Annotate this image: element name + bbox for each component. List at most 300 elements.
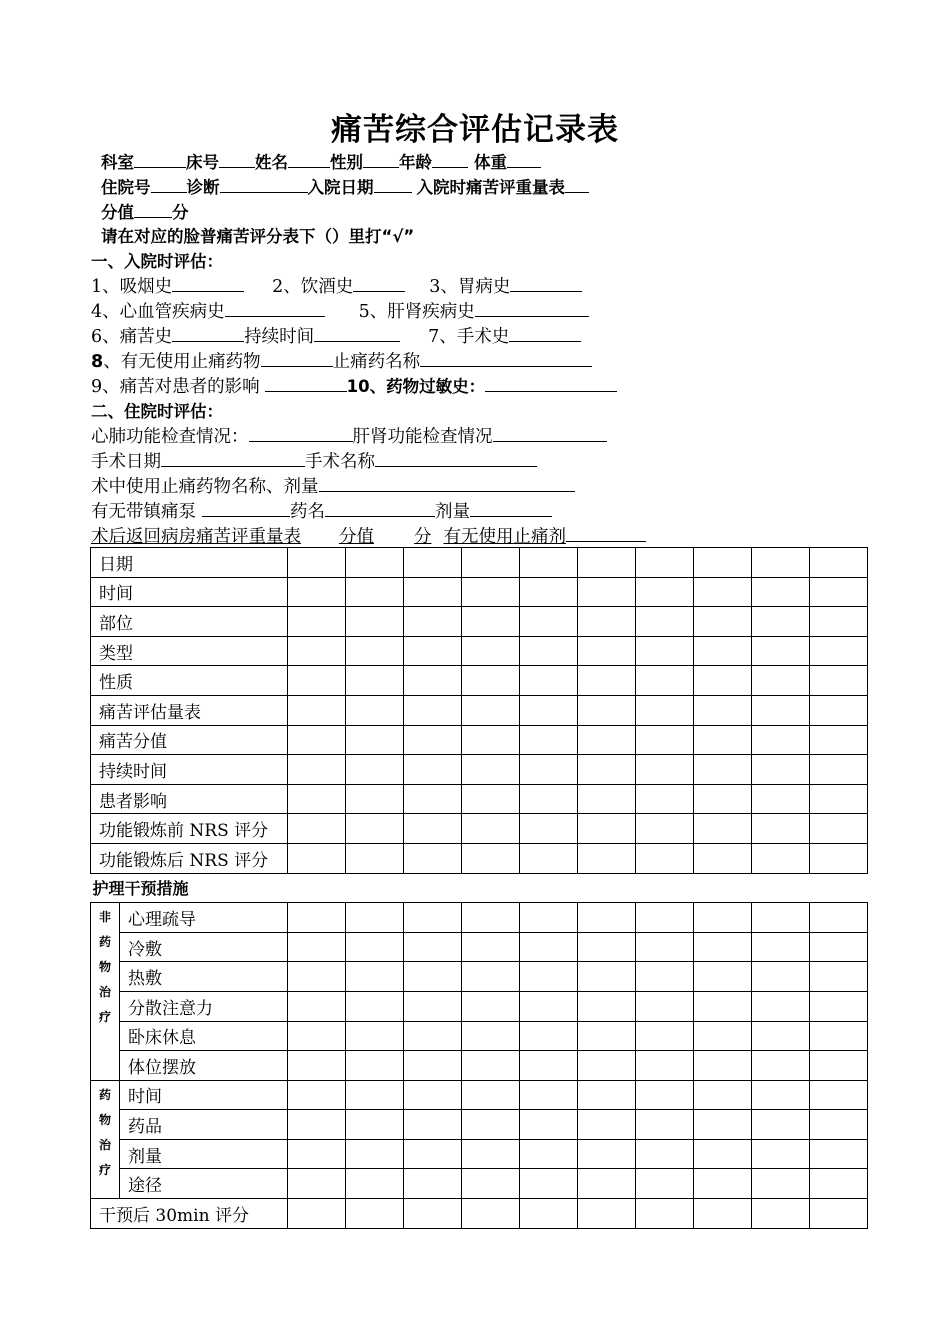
entry-cell[interactable] (578, 1199, 636, 1229)
entry-cell[interactable] (752, 548, 810, 578)
row-label: 途径 (120, 1169, 288, 1199)
entry-cell[interactable] (636, 814, 694, 844)
entry-cell[interactable] (578, 843, 636, 873)
entry-cell[interactable] (346, 784, 404, 814)
row-label: 热敷 (120, 962, 288, 992)
entry-cell[interactable] (404, 1051, 462, 1081)
blank-analgesic-pump[interactable] (202, 500, 290, 517)
entry-cell[interactable] (288, 1139, 346, 1169)
entry-cell[interactable] (810, 962, 868, 992)
label-surgery-name: 手术名称 (305, 452, 375, 472)
entry-cell[interactable] (520, 814, 578, 844)
entry-cell[interactable] (288, 577, 346, 607)
blank-admission-date[interactable] (374, 176, 412, 193)
entry-cell[interactable] (462, 784, 520, 814)
blank-pain-impact[interactable] (265, 375, 347, 392)
entry-cell[interactable] (288, 1051, 346, 1081)
entry-cell[interactable] (752, 1110, 810, 1140)
entry-cell[interactable] (346, 695, 404, 725)
entry-cell[interactable] (694, 666, 752, 696)
label-stomach: 3、胃病史 (429, 277, 511, 297)
row-label: 日期 (91, 548, 288, 578)
entry-cell[interactable] (694, 784, 752, 814)
entry-cell[interactable] (636, 843, 694, 873)
entry-cell[interactable] (578, 666, 636, 696)
entry-cell[interactable] (752, 814, 810, 844)
entry-cell[interactable] (462, 1139, 520, 1169)
entry-cell[interactable] (752, 962, 810, 992)
label-department: 科室 (101, 153, 134, 172)
entry-cell[interactable] (404, 725, 462, 755)
entry-cell[interactable] (810, 1110, 868, 1140)
entry-cell[interactable] (694, 962, 752, 992)
blank-admission-scale[interactable] (565, 176, 589, 193)
entry-cell[interactable] (404, 903, 462, 933)
entry-cell[interactable] (578, 548, 636, 578)
entry-cell[interactable] (346, 725, 404, 755)
entry-cell[interactable] (752, 666, 810, 696)
entry-cell[interactable] (288, 695, 346, 725)
entry-cell[interactable] (520, 695, 578, 725)
blank-score[interactable] (134, 201, 172, 218)
entry-cell[interactable] (636, 577, 694, 607)
label-admission-date: 入院日期 (307, 178, 374, 197)
entry-cell[interactable] (810, 814, 868, 844)
entry-cell[interactable] (752, 1169, 810, 1199)
entry-cell[interactable] (636, 1021, 694, 1051)
entry-cell[interactable] (404, 1110, 462, 1140)
table-row (91, 962, 868, 992)
entry-cell[interactable] (520, 932, 578, 962)
entry-cell[interactable] (810, 1021, 868, 1051)
entry-cell[interactable] (346, 1021, 404, 1051)
blank-liver-kidney-check[interactable] (493, 425, 607, 442)
entry-cell[interactable] (578, 932, 636, 962)
blank-age[interactable] (432, 151, 468, 168)
entry-cell[interactable] (288, 1021, 346, 1051)
blank-drug-allergy[interactable] (485, 375, 617, 392)
blank-drinking[interactable] (353, 275, 405, 292)
entry-cell[interactable] (346, 1139, 404, 1169)
entry-cell[interactable] (346, 1080, 404, 1110)
entry-cell[interactable] (694, 991, 752, 1021)
admission-line-1 (91, 275, 582, 298)
entry-cell[interactable] (404, 755, 462, 785)
entry-cell[interactable] (694, 1110, 752, 1140)
entry-cell[interactable] (462, 991, 520, 1021)
entry-cell[interactable] (694, 1080, 752, 1110)
entry-cell[interactable] (346, 636, 404, 666)
entry-cell[interactable] (462, 607, 520, 637)
stay-line-5 (91, 525, 646, 548)
entry-cell[interactable] (404, 962, 462, 992)
blank-surgery-date[interactable] (161, 450, 305, 467)
blank-diagnosis[interactable] (220, 176, 308, 193)
entry-cell[interactable] (346, 666, 404, 696)
entry-cell[interactable] (404, 577, 462, 607)
entry-cell[interactable] (288, 903, 346, 933)
entry-cell[interactable] (462, 1169, 520, 1199)
entry-cell[interactable] (578, 962, 636, 992)
entry-cell[interactable] (288, 755, 346, 785)
row-label: 冷敷 (120, 932, 288, 962)
entry-cell[interactable] (288, 1199, 346, 1229)
entry-cell[interactable] (346, 755, 404, 785)
entry-cell[interactable] (520, 1051, 578, 1081)
entry-cell[interactable] (578, 784, 636, 814)
entry-cell[interactable] (520, 784, 578, 814)
entry-cell[interactable] (462, 666, 520, 696)
row-label: 时间 (91, 577, 288, 607)
entry-cell[interactable] (810, 548, 868, 578)
entry-cell[interactable] (520, 548, 578, 578)
entry-cell[interactable] (346, 1051, 404, 1081)
entry-cell[interactable] (288, 843, 346, 873)
blank-postop-analgesic[interactable] (566, 525, 646, 542)
entry-cell[interactable] (462, 755, 520, 785)
admission-line-4 (91, 350, 592, 373)
entry-cell[interactable] (752, 784, 810, 814)
label-analgesic-pump: 有无带镇痛泵 (91, 502, 196, 522)
entry-cell[interactable] (288, 636, 346, 666)
label-pain-impact: 9、痛苦对患者的影响 (91, 377, 260, 397)
entry-cell[interactable] (636, 1051, 694, 1081)
entry-cell[interactable] (810, 903, 868, 933)
entry-cell[interactable] (694, 636, 752, 666)
entry-cell[interactable] (578, 695, 636, 725)
entry-cell[interactable] (462, 814, 520, 844)
entry-cell[interactable] (462, 577, 520, 607)
entry-cell[interactable] (752, 1080, 810, 1110)
entry-cell[interactable] (520, 755, 578, 785)
blank-analgesic-name[interactable] (420, 350, 592, 367)
entry-cell[interactable] (694, 1139, 752, 1169)
entry-cell[interactable] (462, 932, 520, 962)
entry-cell[interactable] (694, 814, 752, 844)
entry-cell[interactable] (346, 607, 404, 637)
entry-cell[interactable] (694, 755, 752, 785)
table-row (91, 666, 868, 696)
blank-cardio[interactable] (225, 300, 325, 317)
row-label: 功能锻炼后 NRS 评分 (91, 843, 288, 873)
label-intraop-analgesic: 术中使用止痛药物名称、剂量 (91, 477, 319, 497)
entry-cell[interactable] (288, 784, 346, 814)
stay-line-4 (91, 500, 552, 523)
label-weight: 体重 (474, 153, 507, 172)
entry-cell[interactable] (694, 932, 752, 962)
entry-cell[interactable] (520, 843, 578, 873)
entry-cell[interactable] (462, 1051, 520, 1081)
entry-cell[interactable] (288, 962, 346, 992)
blank-pump-dose[interactable] (470, 500, 552, 517)
entry-cell[interactable] (810, 666, 868, 696)
row-label: 患者影响 (91, 784, 288, 814)
entry-cell[interactable] (810, 991, 868, 1021)
entry-cell[interactable] (694, 903, 752, 933)
entry-cell[interactable] (752, 1139, 810, 1169)
entry-cell[interactable] (288, 666, 346, 696)
table-row (91, 1021, 868, 1051)
blank-liver-kidney[interactable] (475, 300, 589, 317)
entry-cell[interactable] (404, 666, 462, 696)
entry-cell[interactable] (636, 962, 694, 992)
entry-cell[interactable] (694, 1051, 752, 1081)
entry-cell[interactable] (752, 932, 810, 962)
entry-cell[interactable] (752, 695, 810, 725)
entry-cell[interactable] (288, 814, 346, 844)
stay-line-2 (91, 450, 537, 473)
row-label: 心理疏导 (120, 903, 288, 933)
entry-cell[interactable] (404, 814, 462, 844)
entry-cell[interactable] (694, 607, 752, 637)
entry-cell[interactable] (810, 1051, 868, 1081)
blank-intraop-analgesic[interactable] (319, 475, 575, 492)
entry-cell[interactable] (288, 607, 346, 637)
entry-cell[interactable] (346, 548, 404, 578)
blank-pump-drug[interactable] (325, 500, 435, 517)
entry-cell[interactable] (752, 991, 810, 1021)
entry-cell[interactable] (520, 1169, 578, 1199)
entry-cell[interactable] (462, 962, 520, 992)
entry-cell[interactable] (462, 636, 520, 666)
entry-cell[interactable] (346, 962, 404, 992)
entry-cell[interactable] (578, 577, 636, 607)
entry-cell[interactable] (462, 1080, 520, 1110)
entry-cell[interactable] (752, 843, 810, 873)
entry-cell[interactable] (404, 1169, 462, 1199)
entry-cell[interactable] (578, 1139, 636, 1169)
entry-cell[interactable] (404, 1080, 462, 1110)
entry-cell[interactable] (462, 548, 520, 578)
entry-cell[interactable] (636, 1199, 694, 1229)
label-postop-analgesic: 有无使用止痛剂 (443, 527, 566, 547)
entry-cell[interactable] (346, 814, 404, 844)
entry-cell[interactable] (810, 636, 868, 666)
entry-cell[interactable] (404, 1199, 462, 1229)
entry-cell[interactable] (810, 755, 868, 785)
entry-cell[interactable] (636, 636, 694, 666)
entry-cell[interactable] (520, 607, 578, 637)
blank-analgesic-use[interactable] (261, 350, 333, 367)
entry-cell[interactable] (752, 755, 810, 785)
admission-heading: 一、入院时评估： (91, 252, 223, 271)
entry-cell[interactable] (810, 784, 868, 814)
blank-inpatient-no[interactable] (151, 176, 187, 193)
blank-department[interactable] (134, 151, 186, 168)
stay-line-1 (91, 425, 607, 448)
label-surgery-date: 手术日期 (91, 452, 161, 472)
entry-cell[interactable] (636, 1139, 694, 1169)
row-label: 痛苦分值 (91, 725, 288, 755)
nondrug-therapy-label: 非 药 物 治 疗 (91, 903, 120, 1081)
entry-cell[interactable] (346, 1110, 404, 1140)
blank-duration[interactable] (314, 325, 400, 342)
entry-cell[interactable] (520, 991, 578, 1021)
entry-cell[interactable] (694, 1199, 752, 1229)
entry-cell[interactable] (752, 607, 810, 637)
admission-line-5 (91, 375, 617, 398)
entry-cell[interactable] (578, 814, 636, 844)
row-label: 部位 (91, 607, 288, 637)
entry-cell[interactable] (810, 577, 868, 607)
entry-cell[interactable] (636, 755, 694, 785)
entry-cell[interactable] (578, 1021, 636, 1051)
entry-cell[interactable] (288, 932, 346, 962)
entry-cell[interactable] (810, 1080, 868, 1110)
entry-cell[interactable] (810, 1169, 868, 1199)
table-row (91, 1199, 868, 1229)
table-row (91, 577, 868, 607)
entry-cell[interactable] (520, 577, 578, 607)
entry-cell[interactable] (404, 784, 462, 814)
entry-cell[interactable] (810, 932, 868, 962)
entry-cell[interactable] (578, 1051, 636, 1081)
entry-cell[interactable] (752, 725, 810, 755)
entry-cell[interactable] (810, 1139, 868, 1169)
entry-cell[interactable] (346, 1169, 404, 1199)
entry-cell[interactable] (578, 755, 636, 785)
entry-cell[interactable] (520, 636, 578, 666)
entry-cell[interactable] (462, 843, 520, 873)
entry-cell[interactable] (636, 695, 694, 725)
entry-cell[interactable] (694, 725, 752, 755)
entry-cell[interactable] (636, 932, 694, 962)
entry-cell[interactable] (404, 991, 462, 1021)
entry-cell[interactable] (578, 1169, 636, 1199)
entry-cell[interactable] (288, 991, 346, 1021)
entry-cell[interactable] (520, 1139, 578, 1169)
entry-cell[interactable] (462, 903, 520, 933)
table-row (91, 903, 868, 933)
entry-cell[interactable] (404, 1139, 462, 1169)
entry-cell[interactable] (346, 577, 404, 607)
entry-cell[interactable] (694, 843, 752, 873)
entry-cell[interactable] (752, 1021, 810, 1051)
entry-cell[interactable] (752, 577, 810, 607)
blank-name[interactable] (288, 151, 330, 168)
entry-cell[interactable] (578, 991, 636, 1021)
entry-cell[interactable] (636, 903, 694, 933)
entry-cell[interactable] (636, 1080, 694, 1110)
entry-cell[interactable] (636, 666, 694, 696)
row-label: 卧床休息 (120, 1021, 288, 1051)
entry-cell[interactable] (810, 1199, 868, 1229)
entry-cell[interactable] (520, 666, 578, 696)
blank-stomach[interactable] (510, 275, 582, 292)
entry-cell[interactable] (346, 1199, 404, 1229)
entry-cell[interactable] (404, 932, 462, 962)
label-analgesic-use: 8、有无使用止痛药物 (91, 352, 261, 372)
entry-cell[interactable] (288, 1080, 346, 1110)
section-row (91, 873, 868, 903)
entry-cell[interactable] (578, 607, 636, 637)
entry-cell[interactable] (520, 725, 578, 755)
entry-cell[interactable] (578, 1110, 636, 1140)
blank-smoking[interactable] (172, 275, 244, 292)
entry-cell[interactable] (520, 903, 578, 933)
table-row (91, 814, 868, 844)
entry-cell[interactable] (810, 695, 868, 725)
label-analgesic-name: 止痛药名称 (332, 352, 421, 372)
entry-cell[interactable] (288, 725, 346, 755)
entry-cell[interactable] (346, 903, 404, 933)
face-scale-instruction: 请在对应的脸普痛苦评分表下（）里打“√” (101, 227, 415, 246)
entry-cell[interactable] (810, 607, 868, 637)
table-row (91, 932, 868, 962)
entry-cell[interactable] (578, 903, 636, 933)
entry-cell[interactable] (694, 577, 752, 607)
entry-cell[interactable] (520, 1110, 578, 1140)
entry-cell[interactable] (288, 1110, 346, 1140)
entry-cell[interactable] (810, 843, 868, 873)
entry-cell[interactable] (462, 1110, 520, 1140)
entry-cell[interactable] (520, 1199, 578, 1229)
entry-cell[interactable] (694, 1021, 752, 1051)
blank-weight[interactable] (507, 151, 541, 168)
entry-cell[interactable] (752, 903, 810, 933)
blank-bed[interactable] (219, 151, 255, 168)
entry-cell[interactable] (578, 1080, 636, 1110)
entry-cell[interactable] (520, 1080, 578, 1110)
header-line-1 (101, 151, 541, 174)
label-pain-history: 6、痛苦史 (91, 327, 173, 347)
entry-cell[interactable] (288, 548, 346, 578)
entry-cell[interactable] (404, 548, 462, 578)
entry-cell[interactable] (636, 607, 694, 637)
assessment-grid (90, 547, 868, 1229)
entry-cell[interactable] (752, 1199, 810, 1229)
entry-cell[interactable] (520, 962, 578, 992)
entry-cell[interactable] (462, 725, 520, 755)
entry-cell[interactable] (346, 932, 404, 962)
entry-cell[interactable] (346, 991, 404, 1021)
entry-cell[interactable] (404, 695, 462, 725)
entry-cell[interactable] (636, 784, 694, 814)
label-drug-allergy: 10、药物过敏史： (346, 377, 486, 396)
entry-cell[interactable] (404, 636, 462, 666)
entry-cell[interactable] (694, 1169, 752, 1199)
blank-pain-history[interactable] (172, 325, 244, 342)
blank-sex[interactable] (363, 151, 399, 168)
entry-cell[interactable] (404, 607, 462, 637)
entry-cell[interactable] (462, 1199, 520, 1229)
entry-cell[interactable] (636, 991, 694, 1021)
entry-cell[interactable] (636, 1169, 694, 1199)
entry-cell[interactable] (462, 695, 520, 725)
blank-cardiopulmonary[interactable] (249, 425, 353, 442)
entry-cell[interactable] (346, 843, 404, 873)
entry-cell[interactable] (462, 1021, 520, 1051)
row-label: 药品 (120, 1110, 288, 1140)
blank-surgery-history[interactable] (509, 325, 581, 342)
entry-cell[interactable] (636, 725, 694, 755)
blank-surgery-name[interactable] (375, 450, 537, 467)
entry-cell[interactable] (636, 548, 694, 578)
entry-cell[interactable] (694, 548, 752, 578)
label-diagnosis: 诊断 (186, 178, 220, 197)
entry-cell[interactable] (578, 725, 636, 755)
entry-cell[interactable] (404, 843, 462, 873)
entry-cell[interactable] (578, 636, 636, 666)
entry-cell[interactable] (404, 1021, 462, 1051)
entry-cell[interactable] (810, 725, 868, 755)
entry-cell[interactable] (288, 1169, 346, 1199)
entry-cell[interactable] (752, 636, 810, 666)
entry-cell[interactable] (752, 1051, 810, 1081)
entry-cell[interactable] (520, 1021, 578, 1051)
entry-cell[interactable] (694, 695, 752, 725)
entry-cell[interactable] (636, 1110, 694, 1140)
